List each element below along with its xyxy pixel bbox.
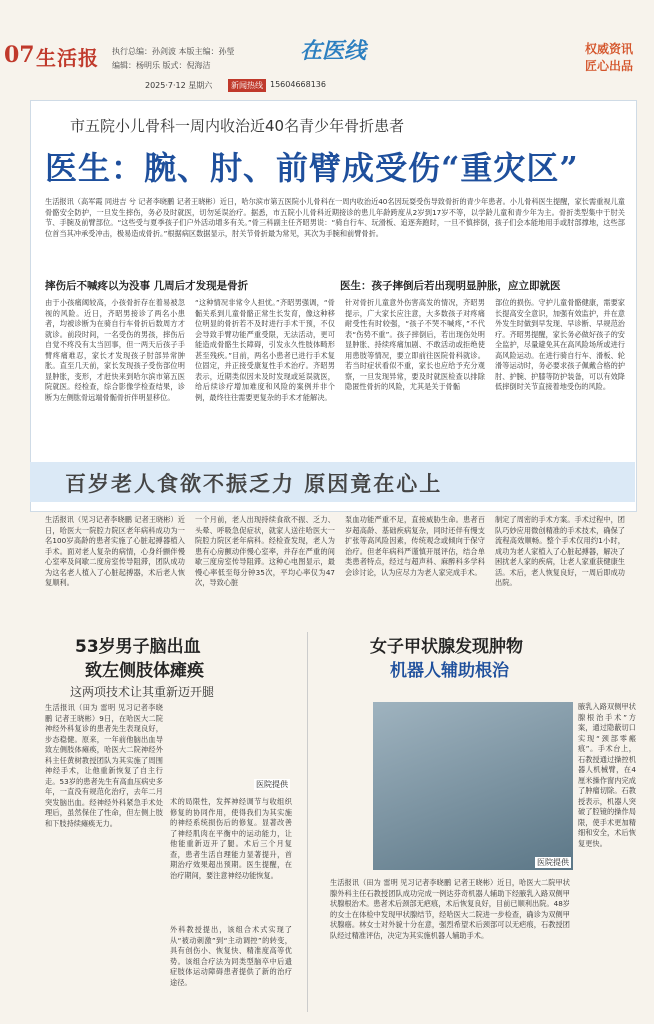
article-kicker: 市五院小儿骨科一周内收治近40名青少年骨折患者: [70, 117, 405, 135]
slogan-1: 权威资讯: [585, 42, 634, 56]
article-column-3: 针对骨折儿童意外伤害高发的情况，齐昭男提示，广大家长应注意，大多数孩子对疼痛耐受性有时较强，“孩子不哭不喊疼，”不代表“伤势不重”。孩子摔倒后，若出现伤处明显肿胀、持续疼痛加剧、不敢活动或拒绝使用患肢等情况，要立即前往医院骨科就诊。若当时症状看似不重，家长也应给予充分观察，一旦发现异常，要及时就医检查以排除隐匿性骨折的风险，尤其是关于骨骺: [345, 298, 485, 391]
photo-credit: 医院提供: [256, 780, 288, 789]
photo-credit: 医院提供: [537, 858, 569, 867]
article-lead: 生活报讯（高军霞 同进吉 兮 记者李晓鹏 记者王晓彬）近日，哈尔滨市第五医院小儿骨科在一周内收治近40名因玩耍受伤导致骨折的青少年患者。小儿骨科医生提醒，家长需重视儿童骨骼安全防护，一旦发生摔伤，务必及时就医，切勿延误治疗。据悉，市五院小儿骨科近期接诊的患儿年龄跨度从2岁到17岁不等，以学龄儿童和青少年为主。骨折类型集中于肘关节、手腕及前臂部位。“这些受与夏季孩子们户外活动增多有关。”骨三科副主任齐昭男说：“骑自行车、玩滑板、追逐奔跑时，一旦不慎摔倒，孩子们会本能地用手或肘部撑地，这些部位首当其冲承受冲击，极易造成骨折。”根据病区数据显示，肘关节骨折最为常见，其次为手腕和前臂骨折。: [45, 197, 625, 238]
hotline-number: 15604668136: [270, 80, 326, 89]
dateline: 2025·7·12 星期六: [145, 81, 213, 90]
page-number: 07: [4, 42, 35, 68]
right-body: 生活报讯（田为 雷明 见习记者李晓鹏 记者王晓彬）近日，哈医大二院甲状腺外科主任石教授团队成功完成一例达芬奇机器人辅助下经腋乳入路双侧甲状腺根治术。患者术后颈部无疤痕，术后恢复良好，目前已顺利出院。48岁的女士在体检中发现甲状腺结节，经哈医大二院进一步检查，确诊为双侧甲状腺癌。林女士对外貌十分在意，强烈希望术后颈部可以无疤痕，石教授团队经过精准评估，决定为其实施机器人辅助手术。: [330, 878, 570, 940]
article-column-2: “这种情况非常令人担忧。”齐昭男强调，“骨骺关系到儿童骨骼正常生长发育，像这种移位明显的骨折若不及时进行手术干预，不仅会导致手臂功能严重受限，无法活动，更可能造成骨骼生长障碍，引发永久性肢体畸形甚至残疾。”目前，两名小患者已进行手术复位固定，并正接受康复性手术治疗。齐昭男表示，近期类似因未及时发现或延误就医，给后续诊疗增加难度和风险的案例并非个例，最终往往需要更复杂的手术才能解决。: [195, 298, 335, 402]
middle-column-1: 生活报讯（见习记者李晓鹏 记者王晓彬）近日，哈医大一院腔力院区老年病科成功为一名100岁高龄的患者实施了心脏起搏器植入手术。面对老人复杂的病情，心身纤颤伴慢心室率及间歇二度房室传导阻滞，团队成功为这名老人植入了心脏起搏器，术后老人恢复顺利。: [45, 515, 185, 587]
subhead-left: 摔伤后不喊疼以为没事 几周后才发现是骨折: [45, 280, 249, 292]
right-headline-2: 机器人辅助根治: [390, 661, 509, 681]
slogan-2: 匠心出品: [585, 59, 634, 73]
article-column-1: 由于小孩痛阈较高，小孩骨折存在着易被忽视的风险。近日，齐昭男接诊了两名小患者，均被诊断为在骑自行车骨折后数周方才就诊。前段时间，一名受伤的男孩，摔伤后自觉不疼没有太当回事，但一两天后孩子手臂疼痛难忍，家长才发现孩子肘部异常肿胀。直至几天前，家长发现孩子受伤部位明显肿胀，变形，才赶快来到哈尔滨市第五医院就医。经检查，综合影像学检查结果，诊断为左侧肱骨远端骨骺骨折伴明显移位。: [45, 298, 185, 402]
right-side-column: 腋乳入路双侧甲状腺根治手术”方案，通过隐蔽切口实现“颈部零瘢痕”。手术台上，石教授通过操控机器人机械臂，在4厘米操作窗内完成了肿瘤切除。石教授表示，机器人突破了腔镜的操作局限，使手术更加精细和安全，术后恢复更快。: [578, 702, 636, 848]
subhead-right: 医生：孩子摔倒后若出现明显肿胀，应立即就医: [340, 280, 561, 292]
credit-edit: 编辑：杨明乐 版式：倪海洁: [112, 61, 211, 70]
left-subhead: 这两项技术让其重新迈开腿: [70, 685, 215, 699]
left-column-2: 术的局限性，发挥神经调节与收组织修复的协同作用，使得我们为其实施的神经系统损伤后的修复。显著改善了神经肌肉在平衡中的运动能力，让他能重新迈开了腿。术后三个月复查，患者生活自理能力显著提升，首期治疗效果超出预期。医生提醒，在治疗期间，要注意神经功能恢复。: [170, 797, 292, 880]
article-headline: 医生：腕、肘、前臂成受伤“重灾区”: [45, 149, 579, 187]
middle-column-4: 制定了周密的手术方案。手术过程中，团队巧妙应用微创精准的手术技术，确保了流程高效顺畅。整个手术仅用约1小时，成功为老人家植入了心脏起搏器，解决了困扰老人家的疾病，让老人家重获健康生活。术后，老人恢复良好，一周后即成功出院。: [495, 515, 625, 587]
section-title: 在医线: [300, 39, 367, 64]
left-column-1: 生活报讯（田为 雷明 见习记者李晓鹏 记者王晓彬）9日，在哈医大二院神经外科复诊的患者先生表现良好，步态稳健。原来，一年前他脑出血导致左侧肢体瘫痪，哈医大二院神经外科主任黄树教授团队为其实施了周围神经手术，让他重新恢复了自主行走。53岁的患者先生有高血压病史多年，一直没有规范化治疗，去年二月突发脑出血。经神经外科紧急手术处理后，虽然保住了性命，但左侧上肢和下肢持续瘫痪无力。: [45, 703, 163, 828]
surgery-photo-left: [170, 700, 292, 792]
left-column-3: 外科教授提出，该组合术式实现了从“被动刺激”到“主动调控”的转变，具有创伤小、恢复快、精准度高等优势。该组合疗法为同类型脑卒中后遗症肢体运动障碍患者提供了新的治疗途径。: [170, 925, 292, 987]
middle-column-3: 泵血功能严重不足，直接威胁生命。患者百岁超高龄、基础疾病复杂，同时还伴有慢支扩张等高风险因素，传统观念或倾向于保守治疗。但老年病科严谨慎开展评估，结合单类患者特点，经过与超声科、麻醉科多学科会诊讨论，认为应尽力为老人家完成手术。: [345, 515, 485, 577]
paper-name: 生活报: [36, 46, 99, 70]
credit-exec: 执行总编：孙剑波 本版主编：孙瑩: [112, 47, 235, 56]
article-column-4: 部位的损伤。守护儿童骨骼健康，需要家长提高安全意识，加强有效监护，并在意外发生时做到早发现、早诊断、早规范治疗。齐昭男提醒，家长务必做好孩子的安全监护，尽量避免其在高风险场所或进行高风险运动。在进行骑自行车、滑板、轮滑等运动时，务必要求孩子佩戴合格的护肘、护腕、护膝等防护装备，可以有效降低摔倒时关节直接着地受伤的风险。: [495, 298, 625, 391]
column-divider: [307, 632, 308, 1012]
left-headline-1: 53岁男子脑出血: [75, 637, 201, 657]
robot-surgery-photo: [373, 702, 573, 870]
middle-headline: 百岁老人食欲不振乏力 原因竟在心上: [65, 471, 443, 496]
hotline-label: 新闻热线: [228, 79, 266, 92]
right-headline-1: 女子甲状腺发现肿物: [370, 637, 523, 657]
left-headline-2: 致左侧肢体瘫痪: [85, 661, 204, 681]
middle-column-2: 一个月前，老人出现持续食欲不振、乏力、头晕、呼吸急促症状，就家人送往哈医大一院腔力院区老年病科。经检查发现，老人为患有心房颤动伴慢心室率，并存在严重的间歇三度房室传导阻滞。这种心电图显示，最慢心率低至每分钟35次，平均心率仅为47次，导致心脏: [195, 515, 335, 587]
